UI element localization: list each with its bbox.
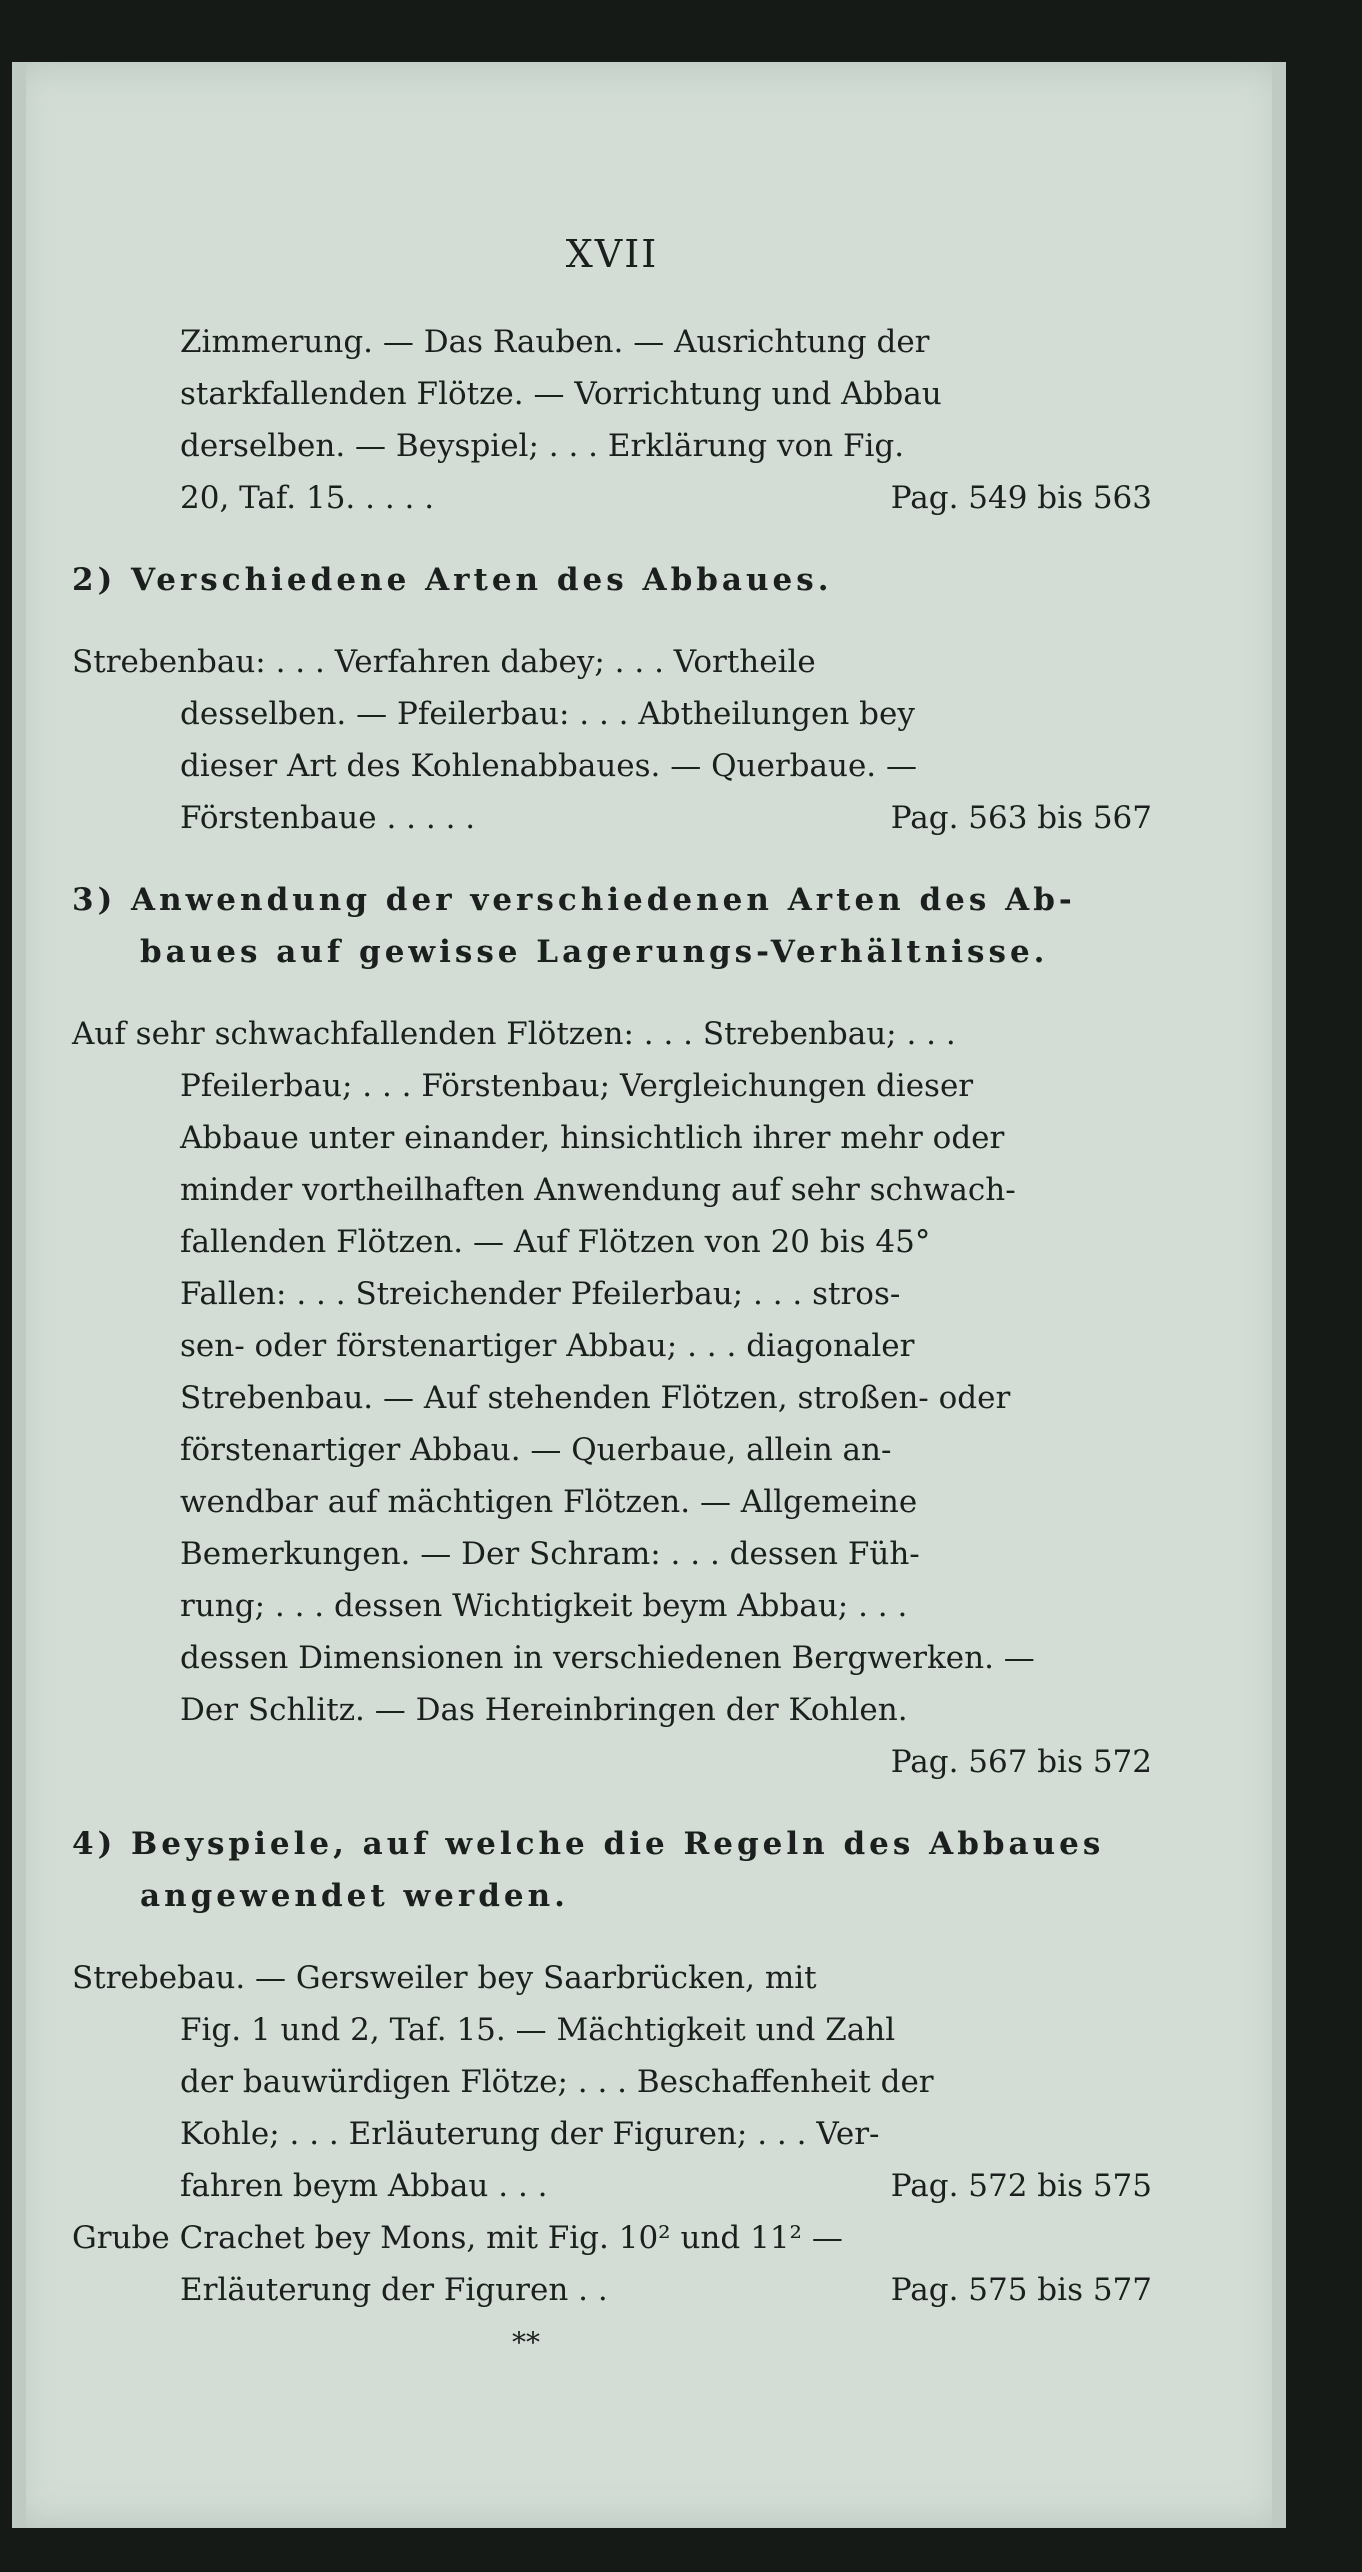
entry-text: Strebenbau. — Auf stehenden Flötzen, stroßen- oder [180, 1380, 1011, 1416]
page-right-edge [1272, 62, 1286, 2528]
entry-text: starkfallenden Flötze. — Vorrichtung und Abbau [180, 376, 942, 412]
entry-text: desselben. — Pfeilerbau: . . . Abtheilungen bey [180, 696, 915, 732]
entry-text: 2) Verschiedene Arten des Abbaues. [72, 562, 833, 598]
entry-text: wendbar auf mächtigen Flötzen. — Allgemeine [180, 1484, 918, 1520]
toc-entry-line [72, 1424, 1152, 1476]
entry-text: angewendet werden. [140, 1878, 569, 1914]
toc-entry-line [72, 688, 1152, 740]
entry-text: baues auf gewisse Lagerungs-Verhältnisse. [140, 934, 1049, 970]
entry-text: Bemerkungen. — Der Schram: . . . dessen Füh- [180, 1536, 920, 1572]
toc-block [72, 1008, 1152, 1788]
block-gap [72, 524, 1152, 554]
toc-entry-line [72, 1580, 1152, 1632]
entry-text: Strebenbau: . . . Verfahren dabey; . . . Vortheile [72, 644, 816, 680]
entry-text: 4) Beyspiele, auf welche die Regeln des Abbaues [72, 1826, 1105, 1862]
toc-entry-line [72, 368, 1152, 420]
toc-entries [72, 316, 1152, 2316]
entry-text: förstenartiger Abbau. — Querbaue, allein an- [180, 1432, 892, 1468]
toc-entry-line [72, 1060, 1152, 1112]
entry-text: der bauwürdigen Flötze; . . . Beschaffenheit der [180, 2064, 934, 2100]
page-reference: Pag. 567 bis 572 [890, 1744, 1152, 1780]
toc-entry-line [72, 2004, 1152, 2056]
toc-block [72, 316, 1152, 524]
entry-text: Erläuterung der Figuren . . [180, 2272, 608, 2308]
toc-block [72, 1818, 1152, 1922]
toc-block [72, 554, 1152, 606]
section-heading-line [72, 1870, 1152, 1922]
entry-text: Pfeilerbau; . . . Förstenbau; Vergleichungen dieser [180, 1068, 974, 1104]
entry-text: fahren beym Abbau . . . [180, 2168, 548, 2204]
toc-block [72, 874, 1152, 978]
toc-entry-line [72, 1216, 1152, 1268]
toc-entry-line [72, 1632, 1152, 1684]
toc-entry-line [72, 472, 1152, 524]
toc-entry-line [72, 1008, 1152, 1060]
toc-block [72, 1952, 1152, 2316]
toc-entry-line [72, 2212, 1152, 2264]
entry-text: derselben. — Beyspiel; . . . Erklärung von Fig. [180, 428, 905, 464]
entry-text: Abbaue unter einander, hinsichtlich ihrer mehr oder [180, 1120, 1005, 1156]
block-gap [72, 978, 1152, 1008]
toc-entry-line [72, 316, 1152, 368]
block-gap [72, 1922, 1152, 1952]
entry-text: 20, Taf. 15. . . . . [180, 480, 435, 516]
toc-block [72, 636, 1152, 844]
toc-entry-line [72, 1372, 1152, 1424]
entry-text: Kohle; . . . Erläuterung der Figuren; . . . Ver- [180, 2116, 880, 2152]
toc-entry-line [72, 1164, 1152, 1216]
entry-text: 3) Anwendung der verschiedenen Arten des Ab- [72, 882, 1076, 918]
entry-text: sen- oder förstenartiger Abbau; . . . diagonaler [180, 1328, 915, 1364]
toc-entry-line [72, 1320, 1152, 1372]
toc-entry-line [72, 792, 1152, 844]
signature-mark: ** [512, 2326, 540, 2359]
toc-entry-line [72, 740, 1152, 792]
entry-text: dieser Art des Kohlenabbaues. — Querbaue. — [180, 748, 918, 784]
toc-entry-line [72, 1684, 1152, 1736]
entry-text: Strebebau. — Gersweiler bey Saarbrücken, mit [72, 1960, 817, 1996]
table-of-contents [72, 232, 1152, 2359]
toc-entry-line [72, 420, 1152, 472]
toc-entry-line [72, 1476, 1152, 1528]
entry-text: dessen Dimensionen in verschiedenen Bergwerken. — [180, 1640, 1035, 1676]
section-heading-line [72, 554, 1152, 606]
toc-entry-line [72, 1112, 1152, 1164]
entry-text: Förstenbaue . . . . . [180, 800, 476, 836]
entry-text: Zimmerung. — Das Rauben. — Ausrichtung der [180, 324, 930, 360]
book-page [12, 62, 1286, 2528]
toc-entry-line [72, 1528, 1152, 1580]
block-gap [72, 844, 1152, 874]
toc-entry-line [72, 2264, 1152, 2316]
toc-entry-line [72, 1736, 1152, 1788]
entry-text: Der Schlitz. — Das Hereinbringen der Kohlen. [180, 1692, 908, 1728]
section-heading-line [72, 874, 1152, 926]
toc-entry-line [72, 636, 1152, 688]
toc-entry-line [72, 1268, 1152, 1320]
toc-entry-line [72, 2160, 1152, 2212]
page-left-edge [12, 62, 26, 2528]
toc-entry-line [72, 1952, 1152, 2004]
entry-text: rung; . . . dessen Wichtigkeit beym Abbau; . . . [180, 1588, 908, 1624]
entry-text: Fig. 1 und 2, Taf. 15. — Mächtigkeit und Zahl [180, 2012, 896, 2048]
section-heading-line [72, 1818, 1152, 1870]
toc-entry-line [72, 2056, 1152, 2108]
entry-text: fallenden Flötzen. — Auf Flötzen von 20 bis 45° [180, 1224, 931, 1260]
block-gap [72, 1788, 1152, 1818]
block-gap [72, 606, 1152, 636]
entry-text: Grube Crachet bey Mons, mit Fig. 10² und 11² — [72, 2220, 843, 2256]
page-number: XVII [565, 232, 659, 276]
page-reference: Pag. 549 bis 563 [890, 480, 1152, 516]
page-reference: Pag. 575 bis 577 [890, 2272, 1152, 2308]
section-heading-line [72, 926, 1152, 978]
page-reference: Pag. 572 bis 575 [890, 2168, 1152, 2204]
entry-text: Auf sehr schwachfallenden Flötzen: . . . Strebenbau; . . . [72, 1016, 956, 1052]
page-reference: Pag. 563 bis 567 [890, 800, 1152, 836]
entry-text: Fallen: . . . Streichender Pfeilerbau; . . . stros- [180, 1276, 901, 1312]
entry-text: minder vortheilhaften Anwendung auf sehr schwach- [180, 1172, 1016, 1208]
toc-entry-line [72, 2108, 1152, 2160]
